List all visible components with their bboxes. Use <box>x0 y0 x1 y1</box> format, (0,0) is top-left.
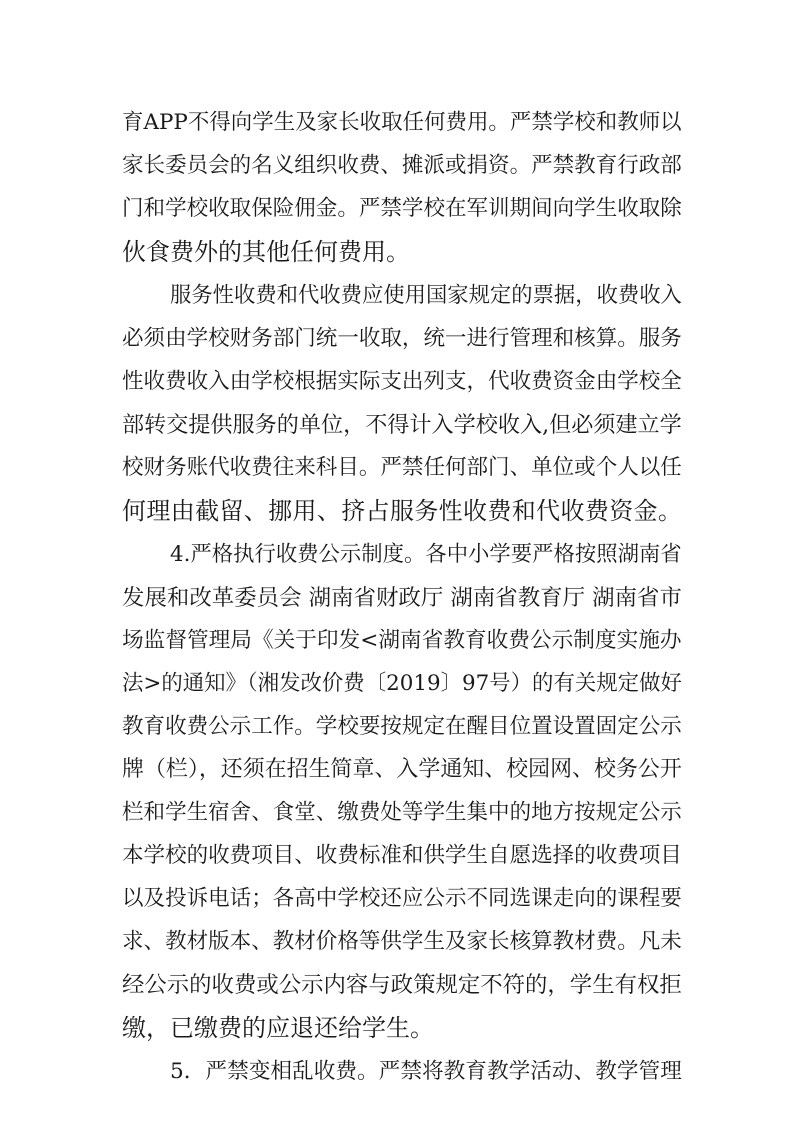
text-line: 家长委员会的名义组织收费、摊派或捐资。严禁教育行政部 <box>122 153 682 178</box>
text-line: 牌（栏），还须在招生简章、入学通知、校园网、校务公开 <box>122 757 682 782</box>
text-line: 伙食费外的其他任何费用。 <box>122 238 410 266</box>
text-line: 何理由截留、挪用、挤占服务性收费和代收费资金。 <box>122 497 683 525</box>
text-line: 育APP不得向学生及家长收取任何费用。严禁学校和教师以 <box>122 110 682 135</box>
text-line: 部转交提供服务的单位，不得计入学校收入,但必须建立学 <box>122 412 682 438</box>
text-line: 以及投诉电话；各高中学校还应公示不同选课走向的课程要 <box>122 886 682 911</box>
text-line: 教育收费公示工作。学校要按规定在醒目位置设置固定公示 <box>122 714 682 739</box>
text-line: 场监督管理局《关于印发<湖南省教育收费公示制度实施办 <box>122 628 682 653</box>
text-line: 校财务账代收费往来科目。严禁任何部门、单位或个人以任 <box>122 455 682 480</box>
text-line: 发展和改革委员会 湖南省财政厅 湖南省教育厅 湖南省市 <box>122 585 682 611</box>
text-line: 本学校的收费项目、收费标准和供学生自愿选择的收费项目 <box>122 843 682 868</box>
text-line: 服务性收费和代收费应使用国家规定的票据，收费收入 <box>170 283 682 308</box>
text-line: 4.严格执行收费公示制度。各中小学要严格按照湖南省 <box>170 542 682 567</box>
text-line: 经公示的收费或公示内容与政策规定不符的，学生有权拒 <box>122 972 682 998</box>
text-line: 求、教材版本、教材价格等供学生及家长核算教材费。凡未 <box>122 929 682 954</box>
text-line: 栏和学生宿舍、食堂、缴费处等学生集中的地方按规定公示 <box>122 800 682 825</box>
text-line: 5．严禁变相乱收费。严禁将教育教学活动、教学管理 <box>170 1059 682 1084</box>
text-line: 必须由学校财务部门统一收取，统一进行管理和核算。服务 <box>122 326 682 351</box>
text-line: 法>的通知》（湘发改价费〔2019〕97号）的有关规定做好 <box>122 671 682 696</box>
text-line: 门和学校收取保险佣金。严禁学校在军训期间向学生收取除 <box>122 196 682 221</box>
text-line: 缴，已缴费的应退还给学生。 <box>122 1014 434 1042</box>
text-line: 性收费收入由学校根据实际支出列支，代收费资金由学校全 <box>122 369 682 394</box>
